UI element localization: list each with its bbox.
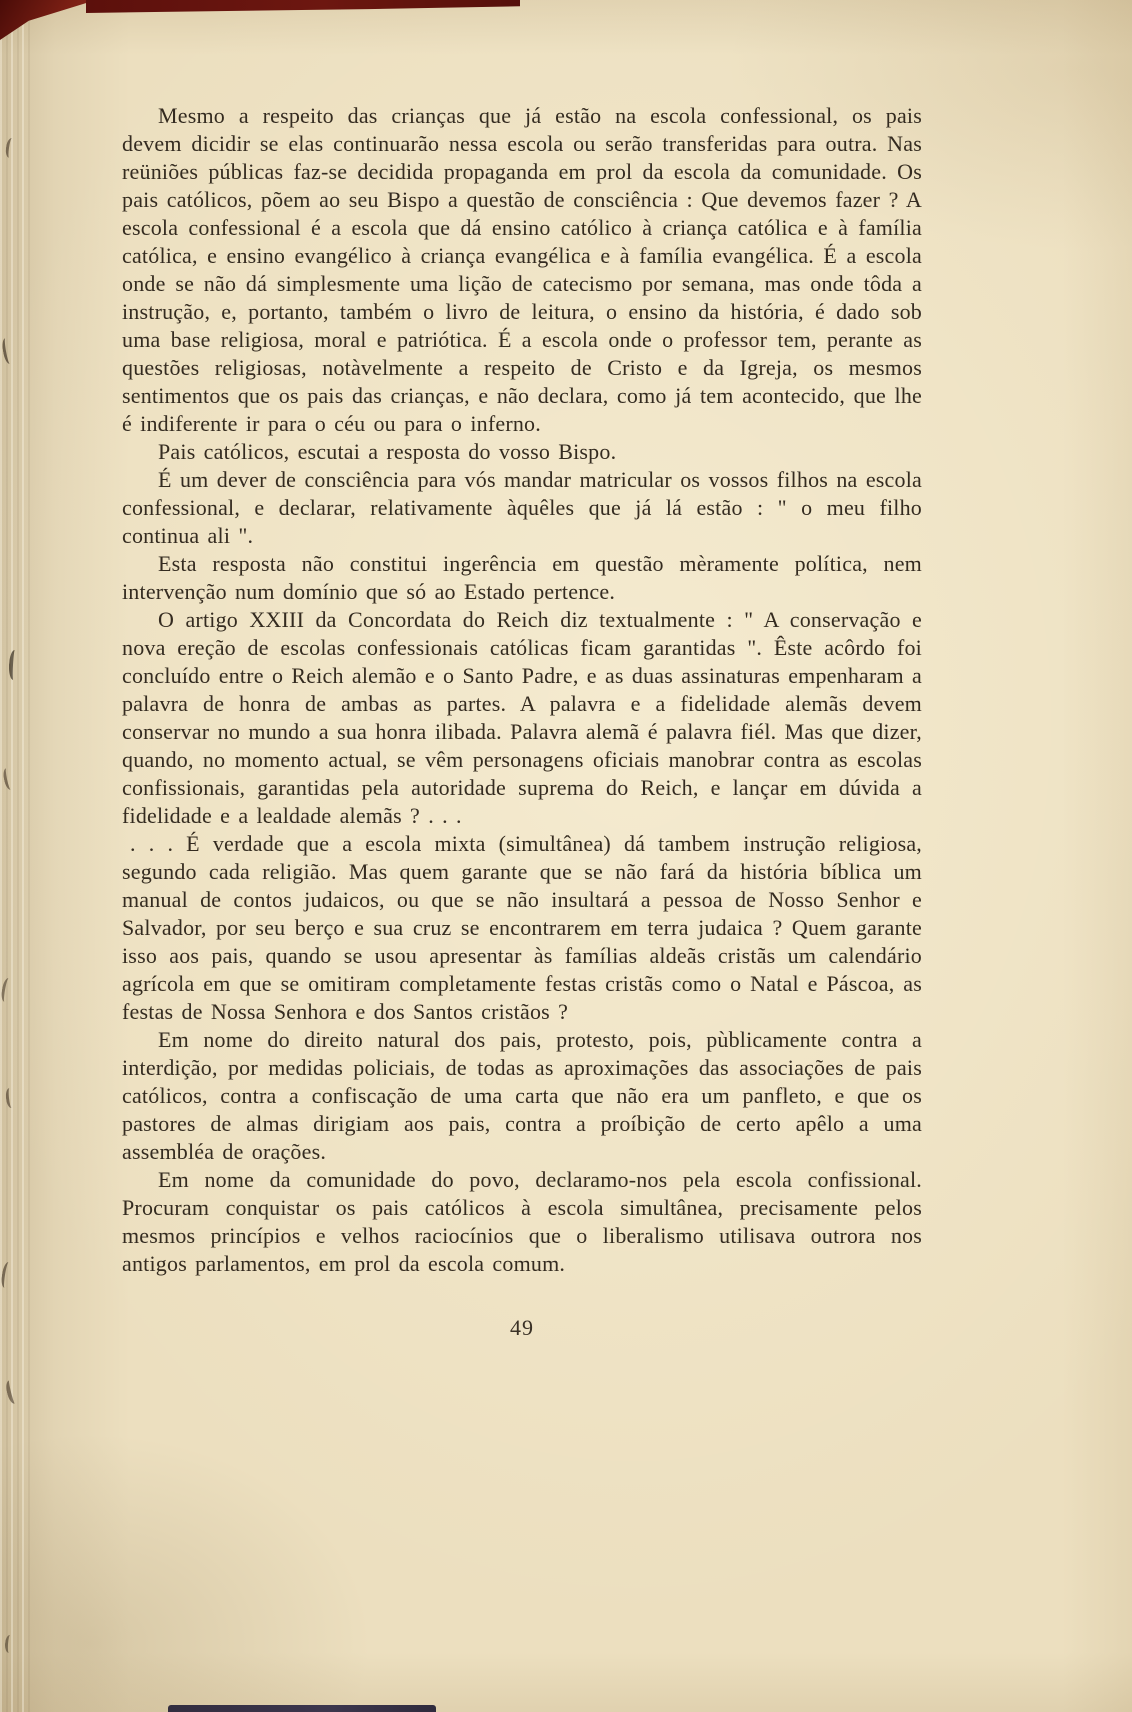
paragraph: Em nome do direito natural dos pais, protesto, pois, pùblicamente contra a interdição, por medidas policiais, de todas as aproximações das associações de pais católicos, contra a confiscação de uma carta que não era um panfleto, e que os pastores de almas dirigiam aos pais, contra a proíbição de certo apêlo a uma assembléa de orações. <box>122 1027 922 1164</box>
binding-mark <box>8 650 20 680</box>
paragraph: Esta resposta não constitui ingerência em questão mèramente política, nem intervenção num domínio que só ao Estado pertence. <box>122 551 922 604</box>
paragraph: É um dever de consciência para vós mandar matricular os vossos filhos na escola confessional, e declarar, relativamente àquêles que já lá estão : " o meu filho continua ali ". <box>122 467 922 548</box>
paragraph: Pais católicos, escutai a resposta do vosso Bispo. <box>158 439 617 464</box>
page-number: 49 <box>510 1315 534 1340</box>
binding-mark <box>4 1635 14 1654</box>
paragraph: . . . É verdade que a escola mixta (simultânea) dá tambem instrução religiosa, segundo cada religião. Mas quem garante que se não fará da história bíblica um manual de contos judaicos, ou que se não insultará a pessoa de Nosso Senhor e Salvador, por seu berço e sua cruz se encontrarem em terra judaica ? Quem garante isso aos pais, quando se usou apresentar às famílias aldeãs cristãs um calendário agrícola em que se omitiram completamente festas cristãs como o Natal e Páscoa, as festas de Nossa Senhora e dos Santos cristãos ? <box>122 831 922 1024</box>
paragraph: O artigo XXIII da Concordata do Reich diz textualmente : " A conservação e nova ereção de escolas confessionais católicas ficam garantidas ". Êste acôrdo foi concluído entre o Reich alemão e o Santo Padre, e as duas assinaturas empenharam a palavra de honra de ambas as partes. A palavra e a fidelidade alemãs devem conservar no mundo a sua honra ilibada. Palavra alemã é palavra fiél. Mas que dizer, quando, no momento actual, se vêm personagens oficiais manobrar contra as escolas confissionais, garantidas pela autoridade suprema do Reich, e lançar em dúvida a fidelidade e a lealdade alemãs ? . . . <box>122 607 922 828</box>
cover-strip-bottom <box>168 1705 436 1712</box>
paragraph: Mesmo a respeito das crianças que já estão na escola confessional, os pais devem dicidir se elas continuarão nessa escola ou serão transferidas para outra. Nas reüniões públicas faz-se decidida propaganda em prol da escola da comunidade. Os pais católicos, põem ao seu Bispo a questão de consciência : Que devemos fazer ? A escola confessional é a escola que dá ensino católico à criança católica e à família católica, e ensino evangélico à criança evangélica e à família evangélica. É a escola onde se não dá simplesmente uma lição de catecismo por semana, mas onde tôda a instrução, e, portanto, também o livro de leitura, o ensino da história, é dado sob uma base religiosa, moral e patriótica. É a escola onde o professor tem, perante as questões religiosas, notàvelmente a respeito de Cristo e da Igreja, os mesmos sentimentos que os pais das crianças, e não declara, como já tem acontecido, que lhe é indiferente ir para o céu ou para o inferno. <box>122 103 922 436</box>
binding-edge <box>0 0 30 1712</box>
page-text <box>122 102 922 1342</box>
paragraph: Em nome da comunidade do povo, declaramo-nos pela escola confissional. Procuram conquistar os pais católicos à escola simultânea, precisamente pelos mesmos princípios e velhos raciocínios que o liberalismo utilisava outrora nos antigos parlamentos, em prol da escola comum. <box>122 1167 922 1276</box>
paragraphs <box>122 102 922 1278</box>
